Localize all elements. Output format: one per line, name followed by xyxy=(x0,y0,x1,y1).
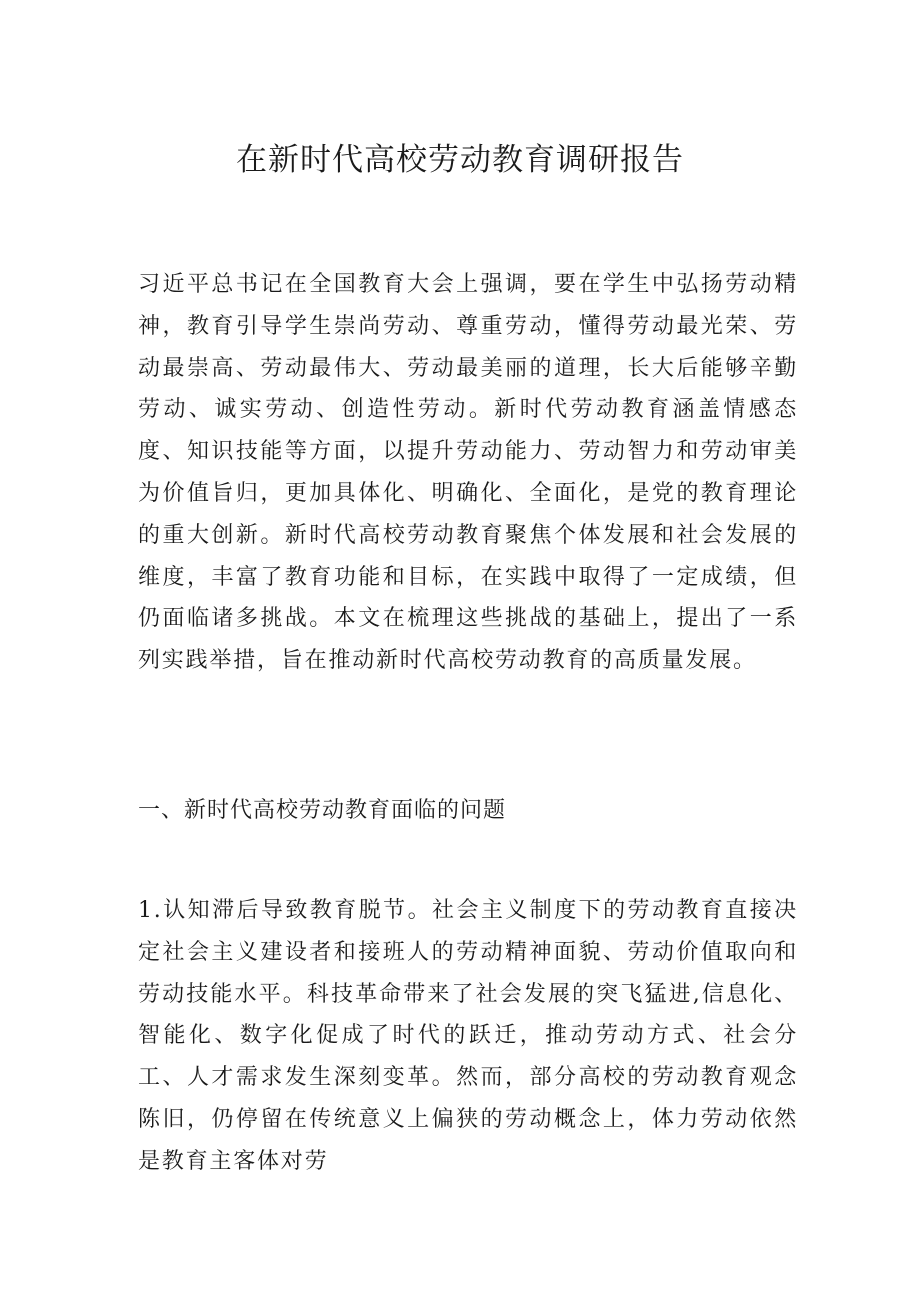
intro-paragraph: 习近平总书记在全国教育大会上强调，要在学生中弘扬劳动精神，教育引导学生崇尚劳动、尊重劳动，懂得劳动最光荣、劳动最崇高、劳动最伟大、劳动最美丽的道理，长大后能够辛勤劳动、诚实劳动、创造性劳动。新时代劳动教育涵盖情感态度、知识技能等方面，以提升劳动能力、劳动智力和劳动审美为价值旨归，更加具体化、明确化、全面化，是党的教育理论的重大创新。新时代高校劳动教育聚焦个体发展和社会发展的维度，丰富了教育功能和目标，在实践中取得了一定成绩，但仍面临诸多挑战。本文在梳理这些挑战的基础上，提出了一系列实践举措，旨在推动新时代高校劳动教育的高质量发展。 xyxy=(138,272,798,674)
section-heading: 一、新时代高校劳动教育面临的问题 xyxy=(138,798,507,823)
document-title: 在新时代高校劳动教育调研报告 xyxy=(236,142,684,178)
point-1-paragraph: 1.认知滞后导致教育脱节。社会主义制度下的劳动教育直接决定社会主义建设者和接班人的劳动精神面貌、劳动价值取向和劳动技能水平。科技革命带来了社会发展的突飞猛进,信息化、智能化、数字化促成了时代的跃迁，推动劳动方式、社会分工、人才需求发生深刻变革。然而，部分高校的劳动教育观念陈旧，仍停留在传统意义上偏狭的劳动概念上，体力劳动依然是教育主客体对劳 xyxy=(138,898,798,1174)
